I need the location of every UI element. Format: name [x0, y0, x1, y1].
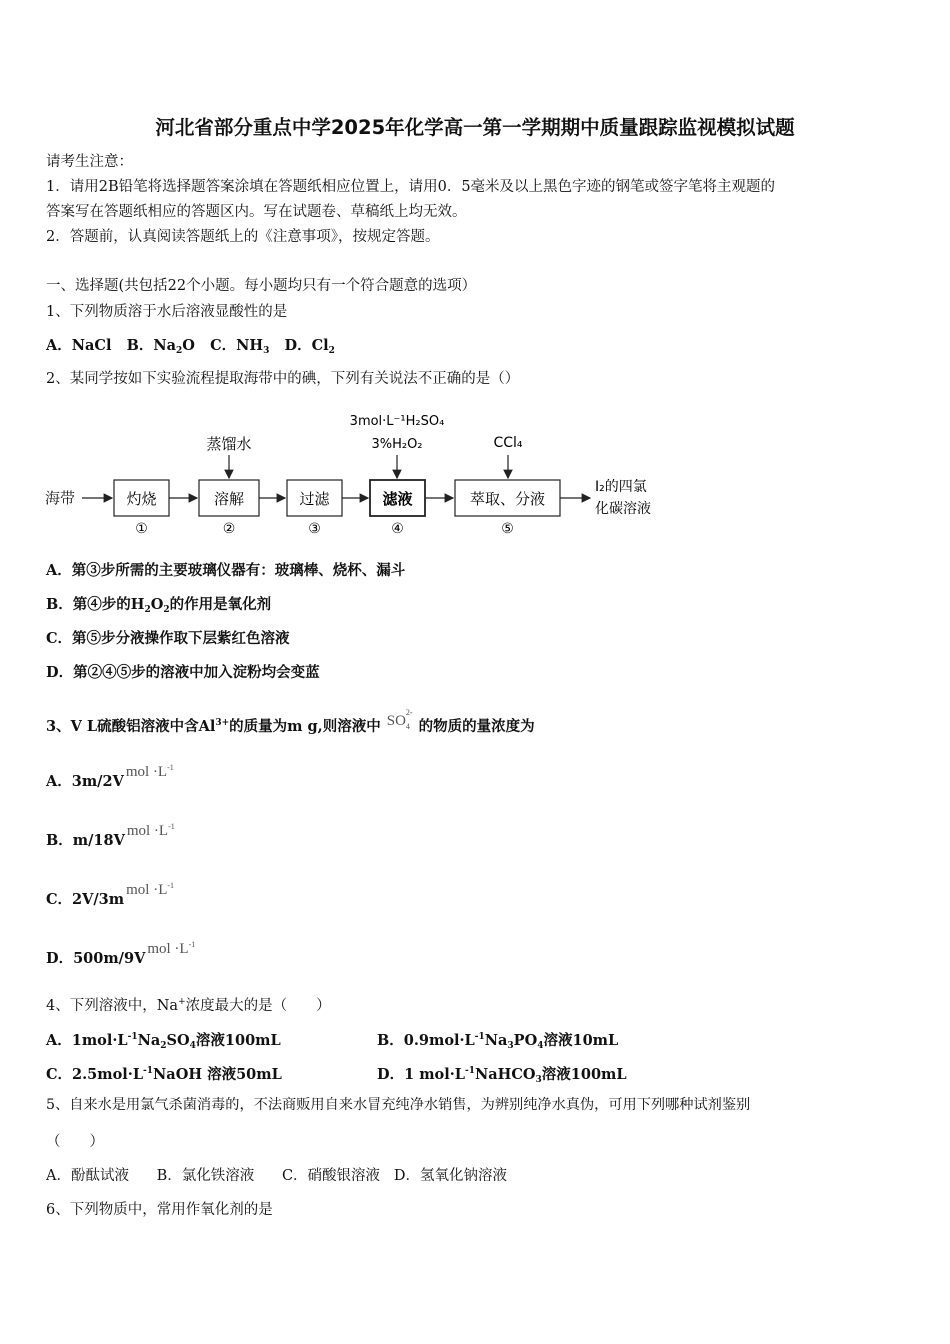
q2-option-c: C．第⑤步分液操作取下层紫红色溶液 [46, 630, 290, 647]
question-2-stem: 2、某同学按如下实验流程提取海带中的碘，下列有关说法不正确的是（） [46, 371, 520, 387]
q3-option-a: A．3m/2Vmol $\cdot L^{-1}$ [46, 763, 174, 790]
reagent-water: 蒸馏水 [206, 435, 252, 453]
q5-option-c: C．硝酸银溶液 [281, 1168, 381, 1184]
step-label-1: 灼烧 [126, 490, 157, 508]
reagent-acid: 3mol·L⁻¹H₂SO₄ [349, 414, 445, 429]
step-label-2: 溶解 [213, 490, 245, 508]
q1-option-c: C．$NH_3$ [210, 337, 270, 356]
flow-start-label: 海带 [45, 489, 76, 507]
q5-option-d: D．氢氧化钠溶液 [393, 1168, 508, 1184]
q1-option-d: D．$Cl_2$ [284, 337, 335, 356]
notice-line-3: 2．答题前，认真阅读答题纸上的《注意事项》，按规定答题。 [46, 229, 440, 245]
reagent-ccl4: CCl₄ [493, 435, 523, 451]
step-num-5: ⑤ [501, 521, 514, 537]
question-1-options [46, 336, 335, 361]
q5-option-a: A．酚酞试液 [46, 1168, 129, 1184]
q4-option-c: C．$2.5mol\cdot L^{-1}NaOH$ 溶液50mL [46, 1066, 282, 1083]
q5-options [46, 1166, 507, 1186]
question-1-stem: 1、下列物质溶于水后溶液显酸性的是 [46, 304, 288, 320]
reagent-h2o2: 3%H₂O₂ [371, 437, 423, 452]
flow-end-label-2: 化碳溶液 [595, 501, 651, 517]
q4-option-d: D．1 $mol\cdot L^{-1}NaHCO_3$溶液100mL [377, 1066, 627, 1085]
flow-diagram [42, 405, 682, 540]
q1-option-b: B．$Na_2O$ [126, 337, 195, 356]
question-6-stem: 6、下列物质中，常用作氧化剂的是 [46, 1202, 273, 1218]
step-label-3: 过滤 [299, 490, 330, 508]
notice-heading: 请考生注意： [46, 154, 133, 170]
q2-option-d: D．第②④⑤步的溶液中加入淀粉均会变蓝 [46, 664, 320, 681]
step-label-4: 滤液 [382, 490, 413, 508]
q1-option-a: A．NaCl [46, 337, 112, 354]
question-5-blank: （ ） [46, 1134, 104, 1150]
question-3-stem: 3、V L硫酸铝溶液中含$Al^{3+}$的质量为m g,则溶液中 $SO_4^{2-}$的物质的量浓度为 [46, 708, 535, 735]
step-num-4: ④ [391, 521, 404, 537]
q2-option-b: B．第④步的$H_2O_2$的作用是氧化剂 [46, 596, 272, 615]
step-num-1: ① [135, 521, 148, 537]
question-5-stem: 5、自来水是用氯气杀菌消毒的，不法商贩用自来水冒充纯净水销售，为辨别纯净水真伪，可用下列哪种试剂鉴别 [46, 1097, 751, 1113]
step-num-2: ② [222, 521, 236, 537]
q3-option-c: C．2V/3mmol $\cdot L^{-1}$ [46, 881, 175, 908]
q4-option-b: B．$0.9mol\cdot L^{-1}Na_3PO_4$溶液10mL [377, 1032, 619, 1051]
q5-option-b: B．氯化铁溶液 [156, 1168, 255, 1184]
section-heading: 一、选择题(共包括22个小题。每小题均只有一个符合题意的选项） [46, 278, 477, 294]
sulfate-ion: $SO_4^{2-}$ [386, 708, 413, 731]
q4-option-a: A．$1mol\cdot L^{-1}Na_2SO_4$溶液100mL [46, 1032, 281, 1051]
step-label-5: 萃取、分液 [469, 490, 546, 508]
question-4-stem: 4、下列溶液中，Na+浓度最大的是（ ） [46, 997, 331, 1014]
notice-line-1: 1．请用2B铅笔将选择题答案涂填在答题纸相应位置上，请用0．5毫米及以上黑色字迹的钢笔或签字笔将主观题的 [46, 179, 776, 195]
q2-option-a: A．第③步所需的主要玻璃仪器有：玻璃棒、烧杯、漏斗 [46, 562, 406, 579]
flow-end-label-1: I₂的四氯 [595, 479, 647, 495]
step-num-3: ③ [308, 521, 321, 537]
page-title: 河北省部分重点中学2025年化学高一第一学期期中质量跟踪监视模拟试题 [155, 116, 795, 139]
q3-option-d: D．500m/9Vmol $\cdot L^{-1}$ [46, 940, 196, 967]
q3-option-b: B．m/18Vmol $\cdot L^{-1}$ [46, 822, 175, 849]
notice-line-2: 答案写在答题纸相应的答题区内。写在试题卷、草稿纸上均无效。 [46, 204, 467, 220]
